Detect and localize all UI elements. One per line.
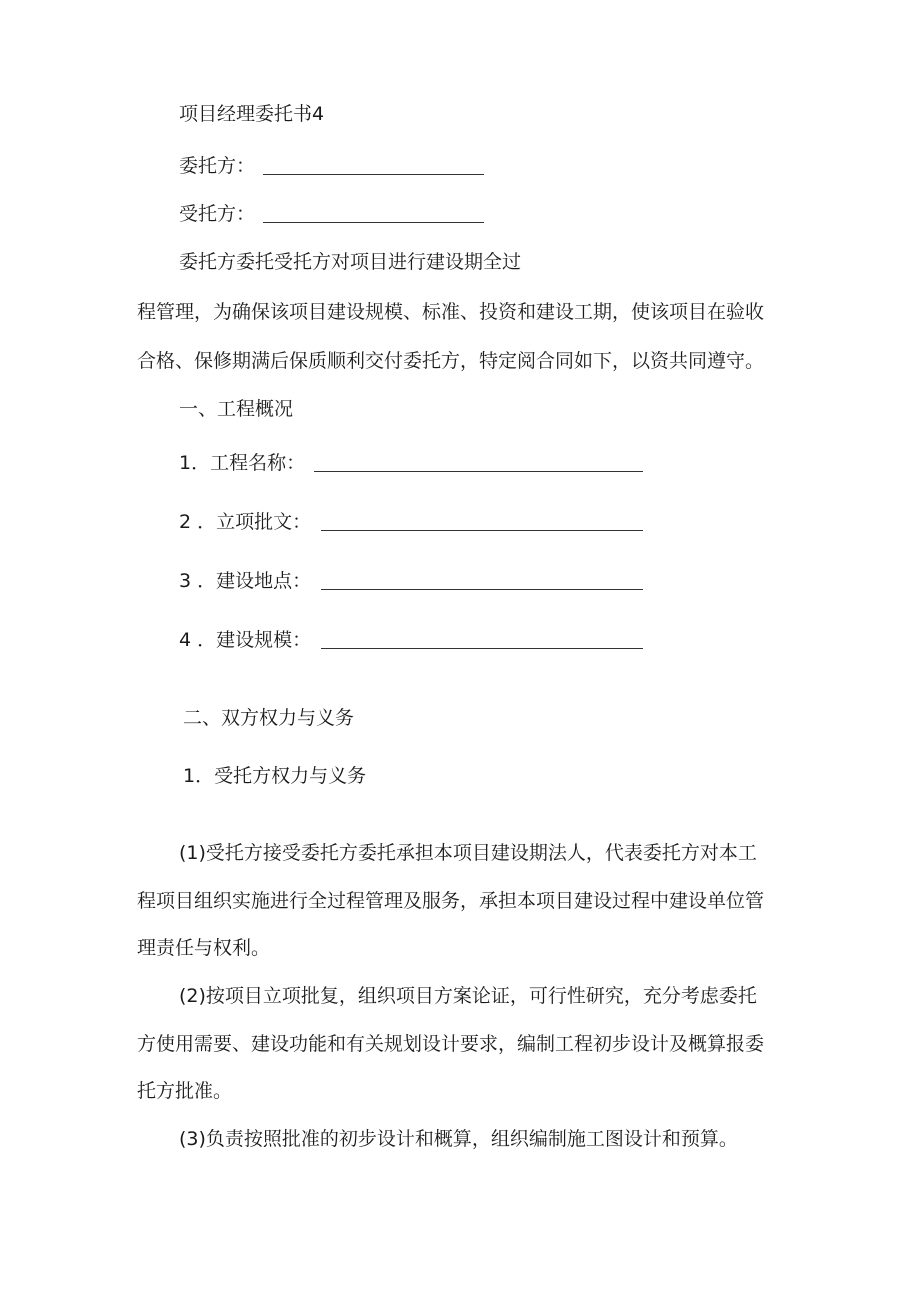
intro-paragraph-line-3: 合格、保修期满后保质顺利交付委托方，特定阅合同如下，以资共同遵守。 (137, 350, 765, 372)
field-row-approval (179, 510, 311, 534)
agent-row (179, 202, 255, 226)
field-label: 3 ．建设地点： (179, 570, 312, 592)
agent-blank-line (263, 204, 484, 223)
field-label: 2 ．立项批文： (179, 511, 312, 533)
field-blank-line (321, 571, 643, 590)
client-label: 委托方： (179, 155, 256, 177)
clause-2-line-2: 方使用需要、建设功能和有关规划设计要求，编制工程初步设计及概算报委 (137, 1033, 765, 1055)
intro-paragraph-line-2: 程管理，为确保该项目建设规模、标准、投资和建设工期，使该项目在验收 (137, 301, 765, 323)
agent-label: 受托方： (179, 203, 256, 225)
field-blank-line (314, 453, 643, 472)
document-title: 项目经理委托书4 (179, 103, 325, 125)
subsection-1-heading: 1．受托方权力与义务 (183, 765, 367, 787)
field-label: 4 ．建设规模： (179, 629, 312, 651)
field-row-project-name (179, 451, 305, 475)
clause-1-line-1: (1)受托方接受委托方委托承担本项目建设期法人，代表委托方对本工 (179, 842, 757, 864)
client-row (179, 154, 255, 178)
field-blank-line (321, 630, 643, 649)
clause-2-line-3: 托方批准。 (137, 1080, 233, 1102)
field-blank-line (321, 512, 643, 531)
field-row-location (179, 569, 311, 593)
client-blank-line (263, 156, 484, 175)
section-1-heading: 一、工程概况 (179, 398, 294, 420)
intro-paragraph-line-1: 委托方委托受托方对项目进行建设期全过 (179, 251, 522, 273)
field-label: 1．工程名称： (179, 452, 306, 474)
section-2-heading: 二、双方权力与义务 (183, 707, 355, 729)
field-row-scale (179, 628, 311, 652)
clause-1-line-2: 程项目组织实施进行全过程管理及服务，承担本项目建设过程中建设单位管 (137, 890, 765, 912)
clause-2-line-1: (2)按项目立项批复，组织项目方案论证，可行性研究，充分考虑委托 (179, 985, 757, 1007)
clause-3-line-1: (3)负责按照批准的初步设计和概算，组织编制施工图设计和预算。 (179, 1128, 738, 1150)
clause-1-line-3: 理责任与权利。 (137, 937, 271, 959)
